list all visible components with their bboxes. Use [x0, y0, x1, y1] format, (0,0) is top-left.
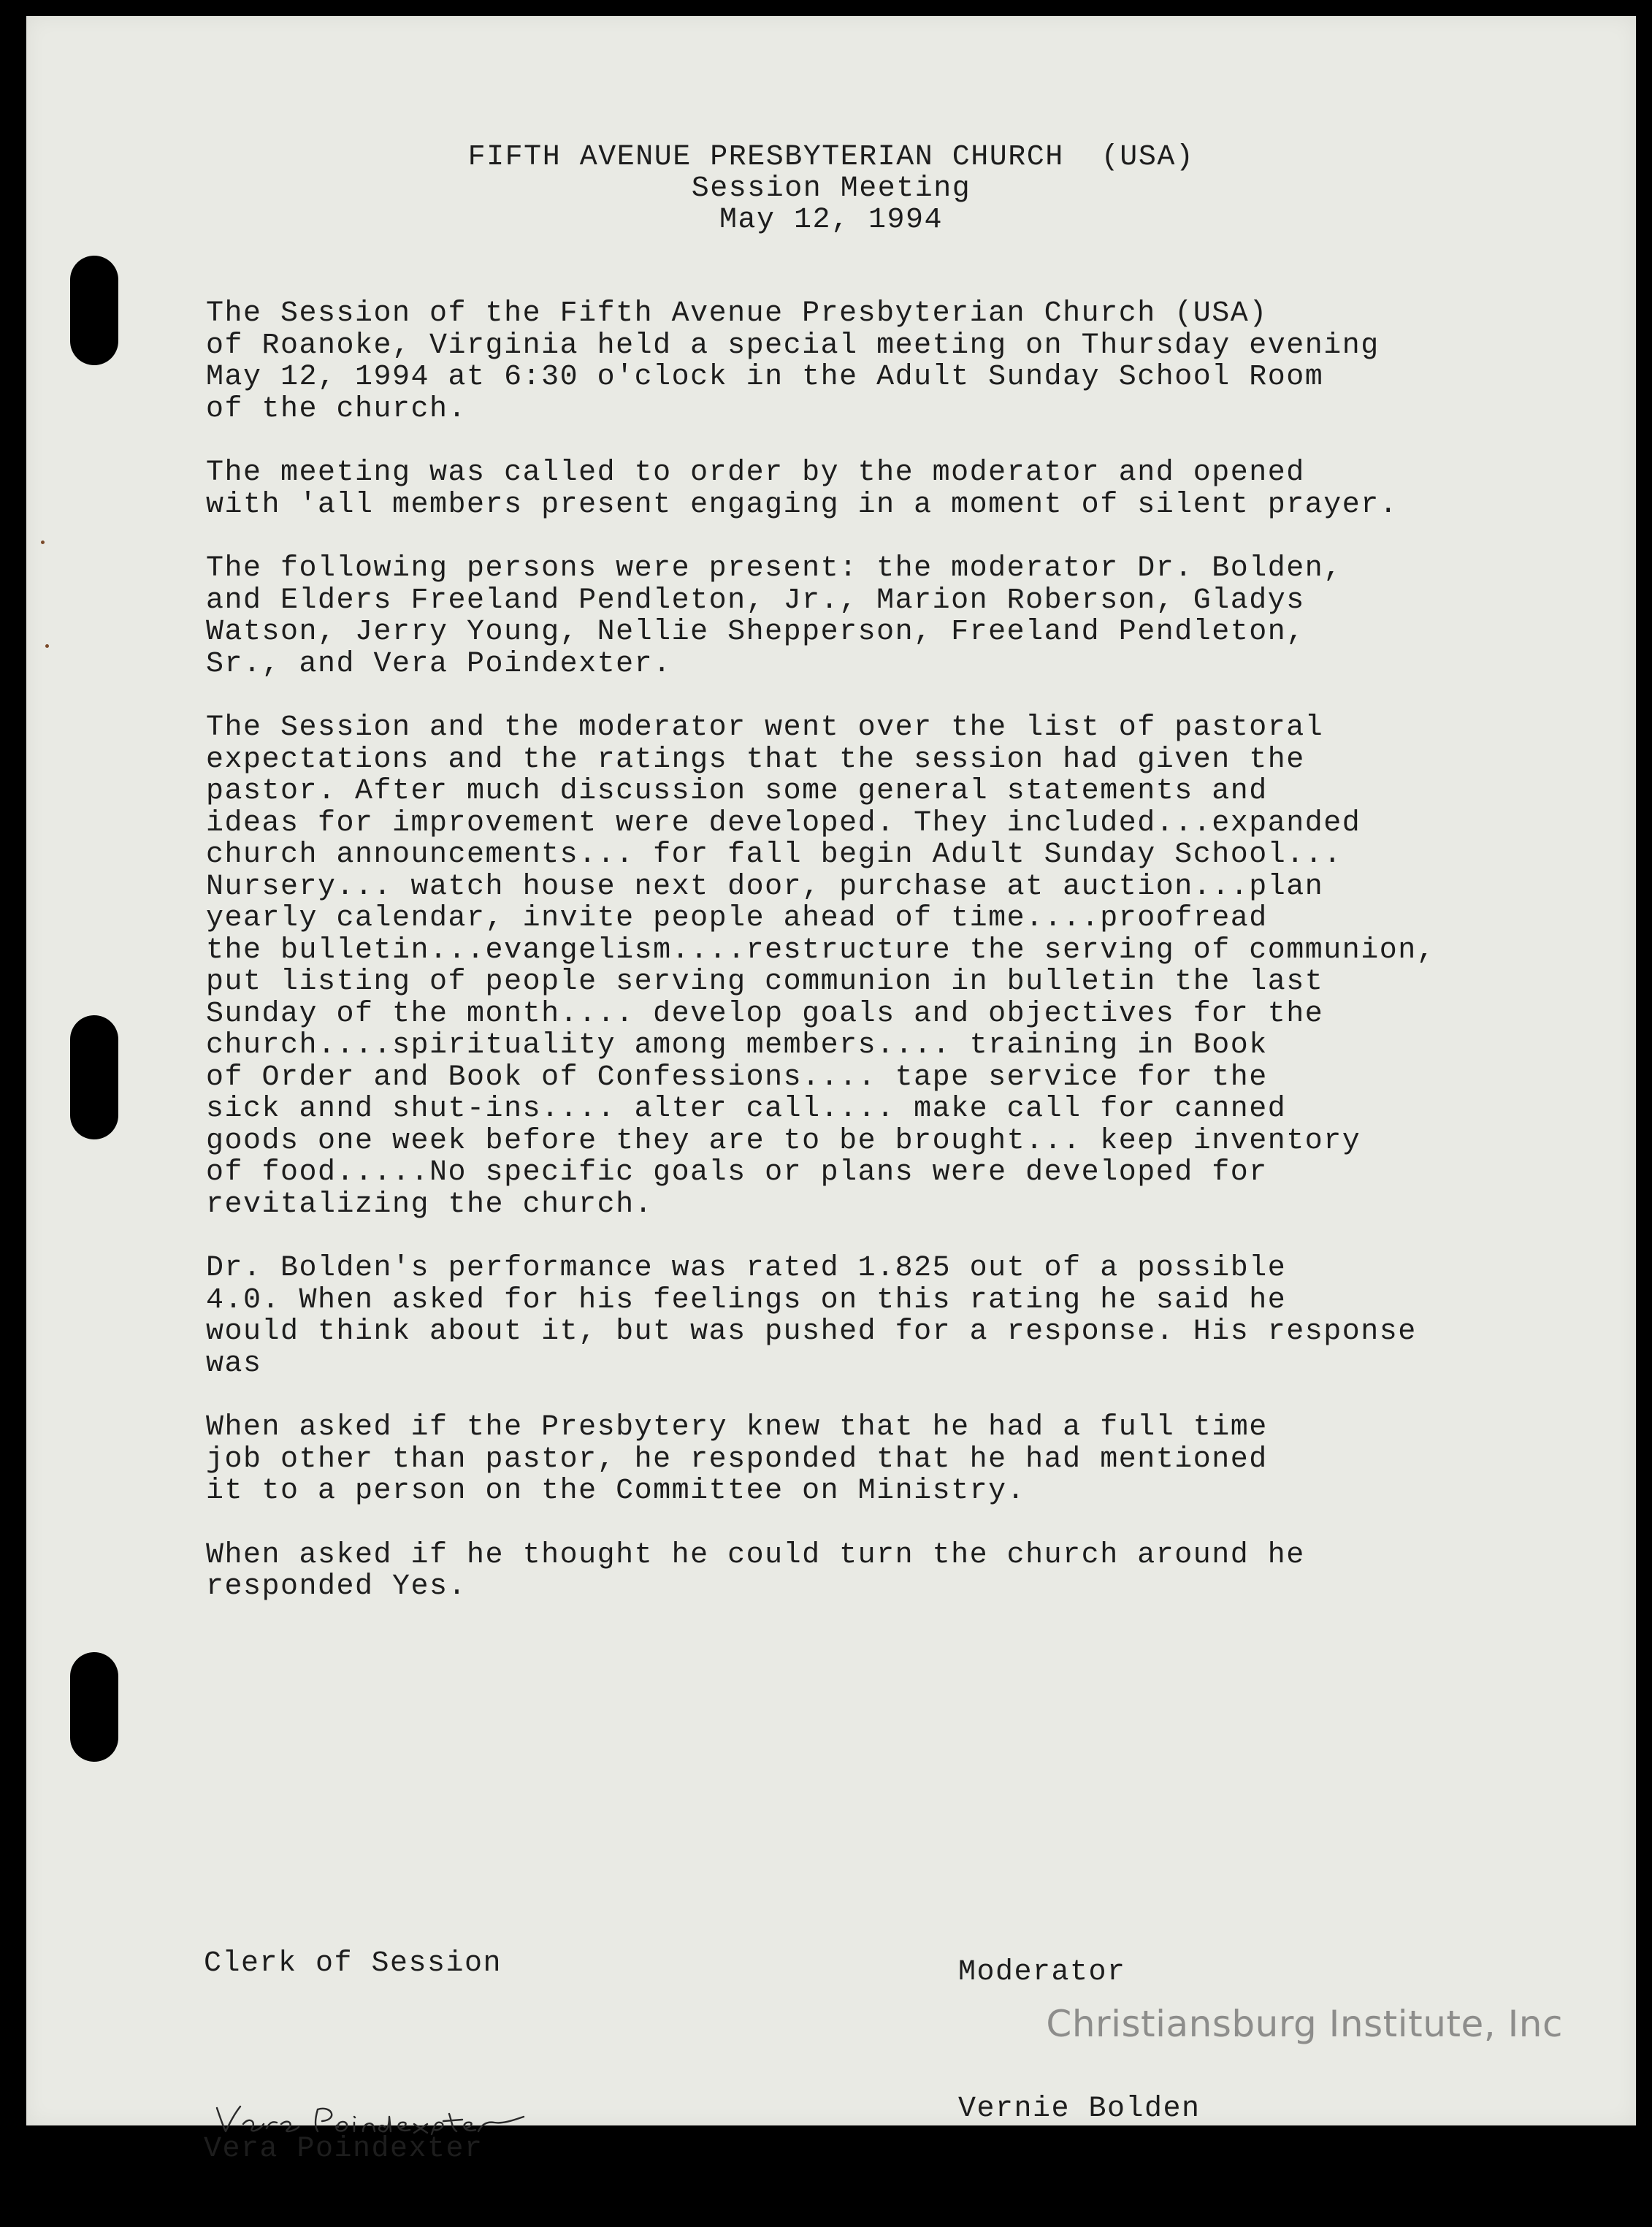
paragraph-meeting-intro [206, 298, 1594, 425]
text-line: it to a person on the Committee on Ministry. [206, 1475, 1026, 1508]
church-name: FIFTH AVENUE PRESBYTERIAN CHURCH (USA) [467, 141, 1195, 174]
text-line: Sr., and Vera Poindexter. [206, 647, 672, 681]
text-line: of Roanoke, Virginia held a special meeting on Thursday evening [206, 329, 1380, 362]
handwritten-signature [208, 2041, 529, 2073]
document-page [26, 16, 1636, 2166]
paragraph-call-to-order [206, 457, 1594, 521]
signature-scribble [208, 2102, 529, 2137]
text-line: 4.0. When asked for his feelings on this rating he said he [206, 1283, 1287, 1317]
text-line: When asked if he thought he could turn the church around he [206, 1538, 1305, 1572]
moderator-name: Vernie Bolden [958, 2093, 1201, 2125]
text-line: When asked if the Presbytery knew that he had a full time [206, 1411, 1268, 1444]
text-line: Watson, Jerry Young, Nellie Shepperson, Freeland Pendleton, [206, 616, 1305, 649]
text-line: Nursery... watch house next door, purchase at auction...plan [206, 870, 1324, 904]
document-header [26, 142, 1636, 236]
text-line: May 12, 1994 at 6:30 o'clock in the Adult Sunday School Room [206, 361, 1324, 394]
paragraph-turn-around [206, 1540, 1594, 1603]
text-line: put listing of people serving communion in bulletin the last [206, 966, 1324, 998]
paper-speck [45, 644, 49, 648]
text-line: expectations and the ratings that the session had given the [206, 743, 1305, 776]
moderator-title: Moderator [958, 1956, 1126, 1989]
text-line: revitalizing the church. [206, 1188, 654, 1221]
text-line: the bulletin...evangelism....restructure the serving of communion, [206, 933, 1436, 967]
paragraph-attendance [206, 553, 1594, 680]
paragraph-expectations [206, 712, 1594, 1221]
text-line: yearly calendar, invite people ahead of time....proofread [206, 902, 1268, 935]
paragraph-presbytery [206, 1412, 1594, 1508]
text-line: church....spirituality among members.... training in Book [206, 1029, 1268, 1062]
meeting-date: May 12, 1994 [719, 204, 944, 237]
text-line: Dr. Bolden's performance was rated 1.825 out of a possible [206, 1252, 1287, 1285]
punch-hole-middle [70, 1015, 118, 1139]
archive-watermark: Christiansburg Institute, Inc [1046, 2003, 1563, 2045]
punch-hole-bottom [70, 1652, 118, 1762]
text-line: The following persons were present: the moderator Dr. Bolden, [206, 552, 1342, 585]
paragraph-performance-rating [206, 1253, 1594, 1380]
clerk-name: Vera Poindexter [204, 2133, 483, 2166]
punch-hole-top [70, 256, 118, 365]
clerk-title: Clerk of Session [204, 1947, 502, 1980]
text-line: responded Yes. [206, 1570, 467, 1603]
text-line: and Elders Freeland Pendleton, Jr., Marion Roberson, Gladys [206, 584, 1305, 617]
text-line: of the church. [206, 392, 467, 426]
text-line: of Order and Book of Confessions.... tape service for the [206, 1061, 1268, 1094]
text-line: was [206, 1347, 262, 1380]
meeting-type: Session Meeting [691, 172, 971, 205]
text-line: pastor. After much discussion some general statements and [206, 775, 1268, 808]
text-line: goods one week before they are to be brought... keep inventory [206, 1124, 1361, 1158]
text-line: of food.....No specific goals or plans were developed for [206, 1156, 1268, 1189]
text-line: sick annd shut-ins.... alter call.... make call for canned [206, 1093, 1287, 1126]
text-line: The Session and the moderator went over the list of pastoral [206, 711, 1324, 744]
text-line: would think about it, but was pushed for a response. His response [206, 1315, 1417, 1348]
paper-speck [41, 540, 45, 544]
text-line: church announcements... for fall begin Adult Sunday School... [206, 839, 1342, 871]
minutes-body [206, 298, 1594, 1635]
text-line: with 'all members present engaging in a moment of silent prayer. [206, 488, 1399, 522]
text-line: The meeting was called to order by the moderator and opened [206, 457, 1305, 489]
text-line: The Session of the Fifth Avenue Presbyterian Church (USA) [206, 297, 1268, 330]
text-line: ideas for improvement were developed. They included...expanded [206, 806, 1361, 840]
text-line: job other than pastor, he responded that he had mentioned [206, 1443, 1268, 1476]
clerk-signature-block [204, 1887, 529, 2226]
text-line: Sunday of the month.... develop goals and objectives for the [206, 997, 1324, 1031]
